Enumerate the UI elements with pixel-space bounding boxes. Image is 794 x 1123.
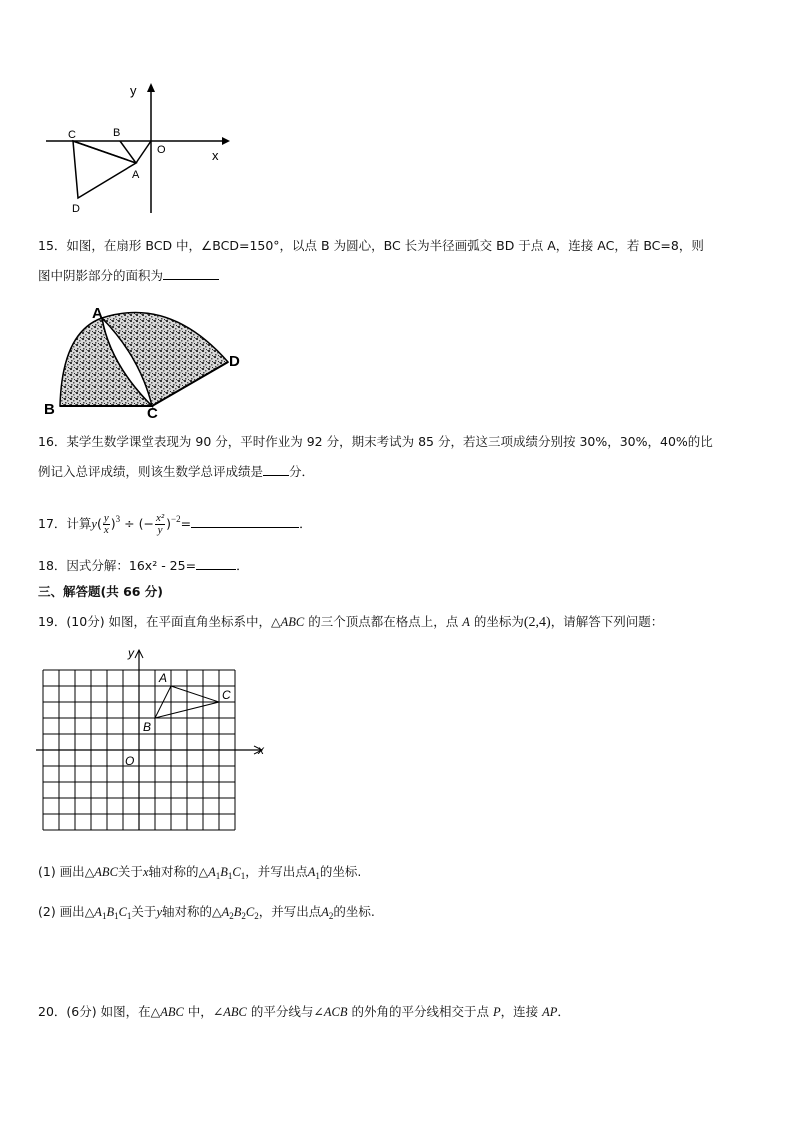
label-x: x bbox=[258, 743, 264, 757]
q16-line1: 16．某学生数学课堂表现为 90 分，平时作业为 92 分，期末考试为 85 分，若这三项成绩分别按 30%，30%，40%的比 bbox=[38, 434, 713, 449]
q16-answer-blank[interactable] bbox=[263, 463, 289, 476]
segment-ao bbox=[136, 141, 151, 163]
label-x: x bbox=[212, 148, 219, 163]
label-c: C bbox=[68, 129, 76, 141]
label-a: A bbox=[159, 671, 168, 685]
q17-answer-blank[interactable] bbox=[191, 515, 299, 528]
label-y: y bbox=[128, 646, 134, 660]
q17-line: 17．计算y( $\frac{y}{x}$ )$^3$ ÷ (− $\frac{\text{x²}}{y}$ )$^{-2}$= ． bbox=[38, 512, 312, 536]
label-b: B bbox=[113, 127, 121, 139]
label-c: C bbox=[222, 688, 231, 702]
label-o: O bbox=[157, 144, 166, 156]
label-d: D bbox=[229, 353, 240, 370]
label-d: D bbox=[72, 203, 80, 215]
label-a: A bbox=[132, 169, 140, 181]
section-heading: 三、解答题(共 66 分) bbox=[38, 584, 164, 599]
segment-ca bbox=[73, 141, 136, 163]
q19-part1: (1) 画出△ABC关于x轴对称的$\triangle A_1B_1C_1$，并写出点$A_1$的坐标. bbox=[38, 864, 362, 881]
q16-line2: 例记入总评成绩，则该生数学总评成绩是 分． bbox=[38, 464, 315, 479]
q18-line: 18．因式分解：16x² - 25= ． bbox=[38, 558, 249, 573]
label-o: O bbox=[125, 754, 135, 768]
label-b: B bbox=[143, 720, 152, 734]
q15-answer-blank[interactable] bbox=[163, 267, 219, 280]
q20-line: 20．(6分) 如图，在△ABC 中，∠ABC 的平分线与∠ACB 的外角的平分线相交于点 P，连接 AP． bbox=[38, 1004, 570, 1019]
label-a: A bbox=[92, 305, 103, 322]
q15-figure bbox=[40, 302, 250, 420]
q14-figure bbox=[40, 80, 240, 220]
x-axis-arrow bbox=[222, 137, 230, 145]
label-y: y bbox=[130, 83, 137, 98]
label-c: C bbox=[147, 405, 158, 420]
q19-line: 19．(10分) 如图，在平面直角坐标系中，△ABC 的三个顶点都在格点上，点 A 的坐标为(2,4)，请解答下列问题： bbox=[38, 614, 664, 630]
q19-part2: (2) 画出$\triangle A_1B_1C_1$关于y轴对称的$\triangle A_2B_2C_2$，并写出点$A_2$的坐标. bbox=[38, 904, 375, 921]
q18-answer-blank[interactable] bbox=[196, 557, 236, 570]
q19-grid-figure bbox=[36, 645, 272, 835]
y-axis-arrow bbox=[147, 83, 155, 92]
label-b: B bbox=[44, 401, 55, 418]
q15-line1: 15．如图，在扇形 BCD 中，∠BCD=150°，以点 B 为圆心，BC 长为半径画弧交 BD 于点 A，连接 AC，若 BC=8，则 bbox=[38, 238, 704, 253]
q15-line2: 图中阴影部分的面积为 bbox=[38, 267, 219, 285]
